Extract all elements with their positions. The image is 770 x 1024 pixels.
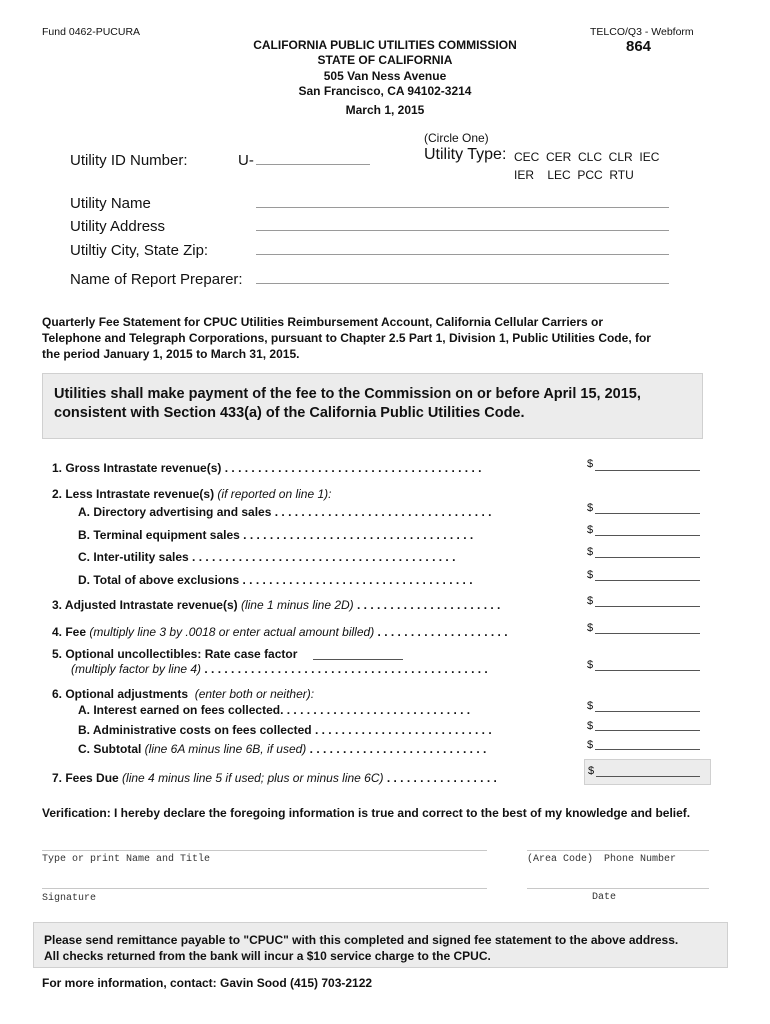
line-1-dollar: $ [587, 458, 594, 470]
date-field[interactable] [527, 888, 709, 889]
line-2a-dollar: $ [587, 502, 594, 514]
agency-name: CALIFORNIA PUBLIC UTILITIES COMMISSION [253, 38, 517, 52]
line-2b-dollar: $ [587, 524, 594, 536]
utility-id-prefix: U- [238, 152, 254, 169]
name-title-caption: Type or print Name and Title [42, 854, 211, 865]
payment-notice-box [42, 373, 703, 439]
line-7-amount-field[interactable] [596, 776, 700, 777]
fees-due-box[interactable] [584, 759, 711, 785]
utility-name-field[interactable] [256, 207, 669, 208]
line-6b-dollar: $ [587, 720, 594, 732]
utility-type-label: Utility Type: [424, 146, 507, 163]
rate-case-factor-field[interactable] [313, 659, 403, 660]
signature-caption: Signature [42, 893, 97, 904]
line-6b-label: B. Administrative costs on fees collected . . . . . . . . . . . . . . . . . . . . . . . . . . . [78, 723, 492, 737]
line-6a-label: A. Interest earned on fees collected. . . . . . . . . . . . . . . . . . . . . . . . . . . . . [78, 703, 471, 717]
form-type: TELCO/Q3 - Webform [590, 26, 694, 38]
line-1-label: 1. Gross Intrastate revenue(s) . . . . . . . . . . . . . . . . . . . . . . . . . . . . . . . . . . . . . . . [52, 461, 482, 475]
utility-address-label: Utility Address [70, 218, 166, 235]
utility-address-field[interactable] [256, 230, 669, 231]
notice-line-1: Utilities shall make payment of the fee to the Commission on or before April 15, 2015, [54, 386, 641, 402]
address-line-2: San Francisco, CA 94102-3214 [298, 84, 472, 98]
line-4-amount-field[interactable] [595, 633, 700, 634]
line-6a-amount-field[interactable] [595, 711, 700, 712]
form-date: March 1, 2015 [345, 103, 425, 117]
line-5-label: 5. Optional uncollectibles: Rate case factor [52, 647, 298, 661]
contact-info: For more information, contact: Gavin Sood (415) 703-2122 [42, 976, 373, 990]
utility-id-field[interactable] [256, 164, 370, 165]
utility-name-label: Utility Name [70, 195, 151, 212]
line-4-label: 4. Fee (multiply line 3 by .0018 or enter actual amount billed) . . . . . . . . . . . . . . . . . . . . [52, 625, 508, 639]
report-preparer-field[interactable] [256, 283, 669, 284]
notice-line-2: consistent with Section 433(a) of the California Public Utilities Code. [54, 405, 525, 421]
line-2a-label: A. Directory advertising and sales . . . . . . . . . . . . . . . . . . . . . . . . . . . . . . . . . [78, 505, 492, 519]
line-5-note: (multiply factor by line 4) . . . . . . . . . . . . . . . . . . . . . . . . . . . . . . . . . . . . . . . . . . . [71, 662, 488, 676]
line-2a-amount-field[interactable] [595, 513, 700, 514]
address-line-1: 505 Van Ness Avenue [323, 69, 447, 83]
phone-number-caption: Phone Number [604, 854, 677, 865]
line-2b-amount-field[interactable] [595, 535, 700, 536]
line-2d-label: D. Total of above exclusions . . . . . . . . . . . . . . . . . . . . . . . . . . . . . . . . . . . [78, 573, 473, 587]
line-2-label: 2. Less Intrastate revenue(s) (if reported on line 1): [52, 487, 332, 501]
line-5-dollar: $ [587, 659, 594, 671]
line-3-label: 3. Adjusted Intrastate revenue(s) (line 1 minus line 2D) . . . . . . . . . . . . . . . . . . . . . . [52, 598, 501, 612]
utility-city-field[interactable] [256, 254, 669, 255]
remittance-line-2: All checks returned from the bank will incur a $10 service charge to the CPUC. [44, 949, 491, 963]
report-preparer-label: Name of Report Preparer: [70, 271, 243, 288]
remittance-line-1: Please send remittance payable to "CPUC" with this completed and signed fee statement to the above address. [44, 933, 679, 947]
utility-type-options-row2[interactable]: IER LEC PCC RTU [514, 168, 634, 182]
verification-statement: Verification: I hereby declare the foregoing information is true and correct to the best of my knowledge and belief. [42, 806, 691, 820]
line-1-amount-field[interactable] [595, 470, 700, 471]
line-2d-dollar: $ [587, 569, 594, 581]
line-7-dollar: $ [588, 765, 595, 777]
line-6c-label: C. Subtotal (line 6A minus line 6B, if used) . . . . . . . . . . . . . . . . . . . . . . . . . . . [78, 742, 487, 756]
intro-line-3: the period January 1, 2015 to March 31, 2015. [42, 347, 300, 361]
utility-id-label: Utility ID Number: [70, 152, 188, 169]
intro-line-1: Quarterly Fee Statement for CPUC Utilities Reimbursement Account, California Cellular Carriers or [42, 315, 604, 329]
date-caption: Date [592, 892, 617, 903]
line-3-dollar: $ [587, 595, 594, 607]
line-6b-amount-field[interactable] [595, 730, 700, 731]
signature-field[interactable] [42, 888, 487, 889]
intro-line-2: Telephone and Telegraph Corporations, pursuant to Chapter 2.5 Part 1, Division 1, Public Utilities Code, for [42, 331, 651, 345]
line-2c-amount-field[interactable] [595, 557, 700, 558]
line-4-dollar: $ [587, 622, 594, 634]
fund-code: Fund 0462-PUCURA [42, 26, 141, 38]
line-2c-dollar: $ [587, 546, 594, 558]
line-6-label: 6. Optional adjustments (enter both or neither): [52, 687, 315, 701]
name-title-field[interactable] [42, 850, 487, 851]
line-3-amount-field[interactable] [595, 606, 700, 607]
area-code-caption: (Area Code) [527, 854, 594, 865]
line-2d-amount-field[interactable] [595, 580, 700, 581]
phone-field[interactable] [527, 850, 709, 851]
remittance-box [33, 922, 728, 968]
line-2c-label: C. Inter-utility sales . . . . . . . . . . . . . . . . . . . . . . . . . . . . . . . . . . . . . . . . [78, 550, 456, 564]
form-number: 864 [626, 38, 652, 55]
line-6a-dollar: $ [587, 700, 594, 712]
circle-one-note: (Circle One) [424, 131, 489, 145]
line-5-amount-field[interactable] [595, 670, 700, 671]
line-2b-label: B. Terminal equipment sales . . . . . . . . . . . . . . . . . . . . . . . . . . . . . . . . . . . [78, 528, 474, 542]
line-7-label: 7. Fees Due (line 4 minus line 5 if used; plus or minus line 6C) . . . . . . . . . . . . . . . . . [52, 771, 497, 785]
utility-type-options-row1[interactable]: CEC CER CLC CLR IEC [514, 150, 660, 164]
line-6c-dollar: $ [587, 739, 594, 751]
line-6c-amount-field[interactable] [595, 749, 700, 750]
state-name: STATE OF CALIFORNIA [317, 53, 453, 67]
utility-city-label: Utiltiy City, State Zip: [70, 242, 209, 259]
